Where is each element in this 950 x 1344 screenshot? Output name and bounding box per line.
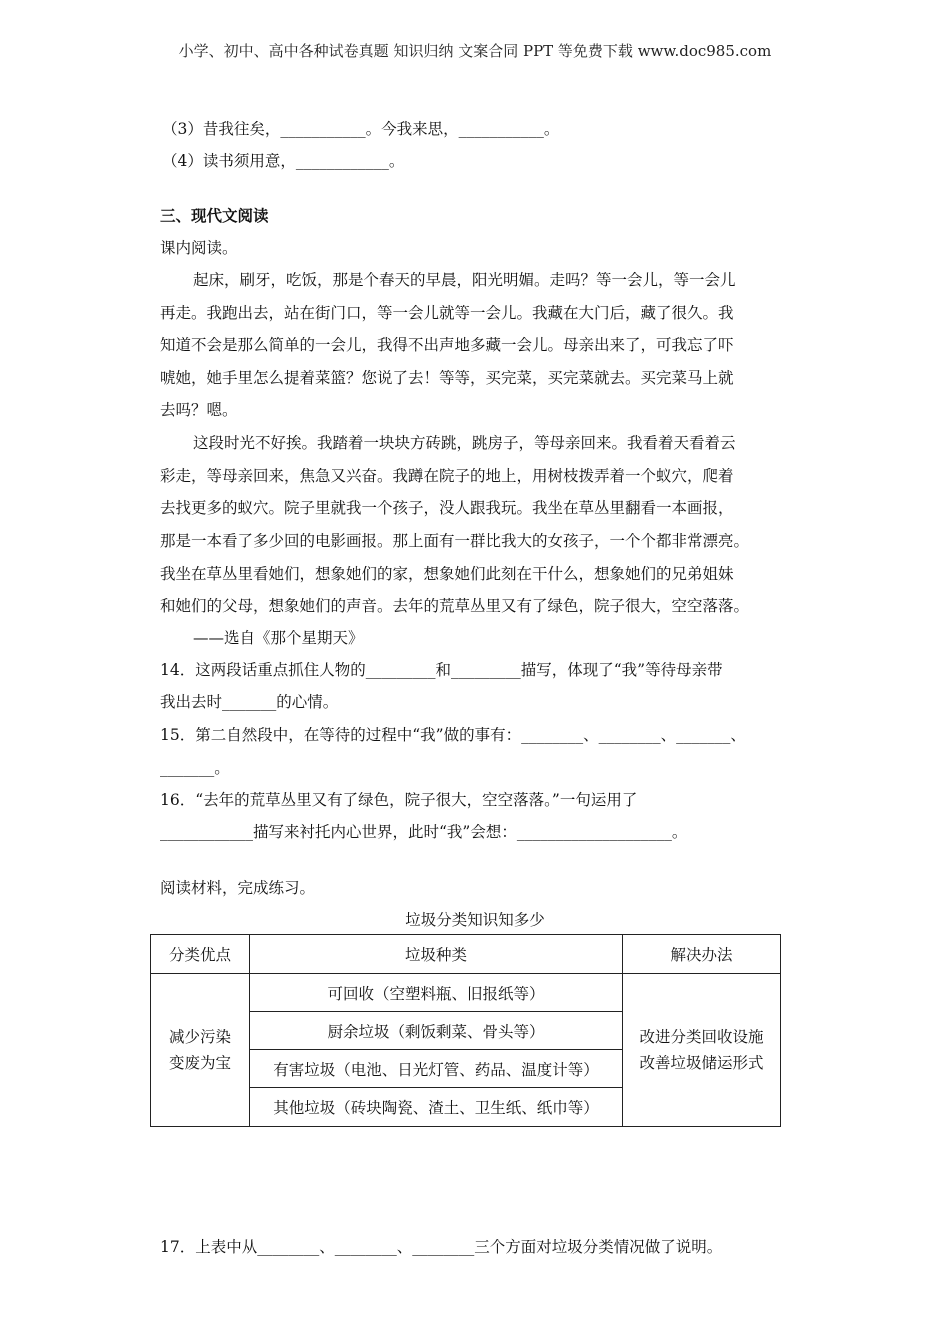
table-title: 垃圾分类知识知多少: [405, 911, 545, 929]
question-17: 17．上表中从________、________、________三个方面对垃圾分类情况做了说明。: [160, 1238, 723, 1256]
header-cell: 解决办法: [623, 935, 781, 974]
material-intro: 阅读材料，完成练习。: [160, 879, 316, 897]
kind-cell: 有害垃圾（电池、日光灯管、药品、温度计等）: [250, 1050, 623, 1088]
fill-line-q3: （3）昔我往矣，___________。今我来思，___________。: [162, 120, 560, 138]
page-header: 小学、初中、高中各种试卷真题 知识归纳 文案合同 PPT 等免费下载 www.doc985.com: [178, 42, 772, 60]
passage-line: 唬她，她手里怎么提着菜篮？您说了去！等等，买完菜，买完菜就去。买完菜马上就: [160, 369, 734, 387]
solution-text: 改进分类回收设施: [639, 1028, 764, 1046]
kind-cell: 厨余垃圾（剩饭剩菜、骨头等）: [250, 1012, 623, 1050]
header-cell: 分类优点: [151, 935, 250, 974]
passage-line: 起床，刷牙，吃饭，那是个春天的早晨，阳光明媚。走吗？等一会儿，等一会儿: [193, 271, 736, 289]
passage-line: 彩走，等母亲回来，焦急又兴奋。我蹲在院子的地上，用树枝拨弄着一个蚁穴，爬着: [160, 467, 734, 485]
question-15: 15．第二自然段中，在等待的过程中“我”做的事有：________、________、_______、: [160, 726, 746, 744]
passage-line: 去吗？嗯。: [160, 401, 238, 419]
passage-line: 知道不会是那么简单的一会儿，我得不出声地多藏一会儿。母亲出来了，可我忘了吓: [160, 336, 734, 354]
advantage-text: 减少污染: [168, 1028, 231, 1046]
kind-cell: 可回收（空塑料瓶、旧报纸等）: [250, 974, 623, 1012]
kind-cell: 其他垃圾（砖块陶瓷、渣土、卫生纸、纸巾等）: [250, 1088, 623, 1127]
question-14: 14．这两段话重点抓住人物的_________和_________描写，体现了“我”等待母亲带: [160, 661, 723, 679]
sorting-table: [150, 934, 781, 1127]
advantage-text: 变废为宝: [168, 1054, 231, 1072]
passage-line: 我坐在草丛里看她们，想象她们的家，想象她们此刻在干什么，想象她们的兄弟姐妹: [160, 565, 734, 583]
advantages-cell: [151, 974, 250, 1127]
table-header-row: [151, 935, 781, 974]
fill-line-q4: （4）读书须用意，____________。: [162, 152, 405, 170]
passage-line: 这段时光不好挨。我踏着一块块方砖跳，跳房子，等母亲回来。我看着天看着云: [193, 434, 736, 452]
passage-line: 和她们的父母，想象她们的声音。去年的荒草丛里又有了绿色，院子很大，空空落落。: [160, 597, 750, 615]
question-14-cont: 我出去时_______的心情。: [160, 693, 339, 711]
solution-text: 改善垃圾储运形式: [639, 1054, 764, 1072]
solutions-cell: [623, 974, 781, 1127]
passage-line: 再走。我跑出去，站在街门口，等一会儿就等一会儿。我藏在大门后，藏了很久。我: [160, 304, 734, 322]
question-15-cont: _______。: [160, 759, 230, 777]
header-cell: 垃圾种类: [250, 935, 623, 974]
passage-line: 那是一本看了多少回的电影画报。那上面有一群比我大的女孩子，一个个都非常漂亮。: [160, 532, 750, 550]
question-16-cont: ____________描写来衬托内心世界，此时“我”会想：____________________。: [160, 823, 688, 841]
section-intro: 课内阅读。: [160, 239, 238, 257]
question-16: 16．“去年的荒草丛里又有了绿色，院子很大，空空落落。”一句运用了: [160, 791, 638, 809]
section-title: 三、现代文阅读: [160, 206, 269, 225]
table-row: [151, 974, 781, 1012]
passage-source: ——选自《那个星期天》: [193, 629, 364, 647]
passage-line: 去找更多的蚁穴。院子里就我一个孩子，没人跟我玩。我坐在草丛里翻看一本画报，: [160, 499, 734, 517]
